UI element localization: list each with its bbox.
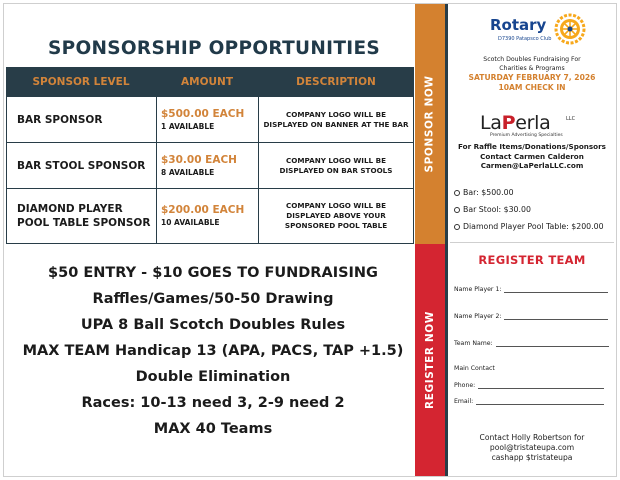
- player2-field[interactable]: Name Player 2:: [454, 312, 608, 320]
- detail-line: MAX 40 Teams: [153, 421, 273, 437]
- amount: $200.00 EACH: [161, 204, 245, 216]
- amount-cell: [156, 189, 258, 243]
- header-amount: AMOUNT: [181, 76, 233, 88]
- table-row: [6, 97, 414, 143]
- sponsor-now-label: SPONSOR NOW: [424, 75, 437, 173]
- email-field[interactable]: Email:: [454, 397, 604, 405]
- radio-icon[interactable]: [454, 224, 460, 230]
- table-header: [6, 67, 414, 97]
- detail-line: MAX TEAM Handicap 13 (APA, PACS, TAP +1.5): [22, 343, 404, 359]
- detail-line: Raffles/Games/50-50 Drawing: [92, 291, 334, 307]
- amount: $30.00 EACH: [161, 153, 237, 166]
- amount-cell: [156, 97, 258, 142]
- description: COMPANY LOGO WILL BE DISPLAYED ON BAR STOOLS: [258, 143, 414, 188]
- sponsor-now-band: [415, 4, 445, 244]
- header-sponsor-level: SPONSOR LEVEL: [32, 76, 130, 88]
- event-checkin: 10AM CHECK IN: [498, 83, 566, 92]
- option-bar[interactable]: Bar: $500.00: [454, 184, 614, 201]
- detail-line: Double Elimination: [135, 369, 291, 385]
- phone-field[interactable]: Phone:: [454, 381, 604, 389]
- event-details: [4, 260, 422, 442]
- event-line: Charities & Programs: [499, 65, 565, 72]
- rotary-club: D7390 Patapsco Club: [498, 36, 552, 42]
- flyer: [3, 3, 617, 477]
- event-line: Scotch Doubles Fundraising For: [483, 56, 581, 63]
- option-bar-stool[interactable]: Bar Stool: $30.00: [454, 201, 614, 218]
- separator: [450, 242, 614, 243]
- rotary-logo: [486, 11, 596, 51]
- laperla-tagline: Premium Advertising Specialties: [490, 133, 563, 138]
- sponsorship-panel: [4, 4, 414, 476]
- rotary-name: Rotary: [490, 16, 547, 34]
- event-info: [448, 55, 616, 93]
- option-pool-table[interactable]: Diamond Player Pool Table: $200.00: [454, 218, 614, 235]
- available: 10 AVAILABLE: [161, 218, 220, 227]
- player1-field[interactable]: Name Player 1:: [454, 285, 608, 293]
- event-date: SATURDAY FEBRUARY 7, 2026: [468, 73, 596, 82]
- sponsor-level: BAR STOOL SPONSOR: [6, 143, 156, 188]
- table-row: [6, 189, 414, 244]
- register-now-label: REGISTER NOW: [424, 311, 437, 409]
- sponsor-level: DIAMOND PLAYER POOL TABLE SPONSOR: [6, 189, 156, 243]
- description: COMPANY LOGO WILL BE DISPLAYED ABOVE YOUR SPONSORED POOL TABLE: [258, 189, 414, 243]
- detail-line: UPA 8 Ball Scotch Doubles Rules: [80, 317, 346, 333]
- raffle-contact: For Raffle Items/Donations/Sponsors Contact Carmen Calderon Carmen@LaPerlaLLC.com: [458, 142, 606, 171]
- page-title: SPONSORSHIP OPPORTUNITIES: [47, 38, 381, 59]
- radio-icon[interactable]: [454, 207, 460, 213]
- main-contact-label: Main Contact: [454, 365, 495, 372]
- detail-line: $50 ENTRY - $10 GOES TO FUNDRAISING: [48, 265, 378, 281]
- sponsor-level: BAR SPONSOR: [6, 97, 156, 142]
- header-description: DESCRIPTION: [296, 76, 376, 88]
- available: 1 AVAILABLE: [161, 121, 215, 131]
- amount: $500.00 EACH: [161, 107, 245, 120]
- register-title: REGISTER TEAM: [478, 253, 586, 267]
- amount-cell: [156, 143, 258, 188]
- radio-icon[interactable]: [454, 190, 460, 196]
- detail-line: Races: 10-13 need 3, 2-9 need 2: [81, 395, 345, 411]
- table-row: [6, 143, 414, 189]
- laperla-llc: LLC: [566, 116, 576, 122]
- footer-contact: Contact Holly Robertson for pool@tristateupa.com cashapp $tristateupa: [479, 433, 585, 462]
- laperla-name: LaPerla: [480, 112, 551, 134]
- description: COMPANY LOGO WILL BE DISPLAYED ON BANNER AT THE BAR: [258, 97, 414, 142]
- sponsor-table: [6, 67, 414, 244]
- sponsor-options: [454, 184, 614, 235]
- rotary-wheel-icon: [554, 13, 586, 45]
- team-name-field[interactable]: Team Name:: [454, 339, 609, 347]
- form-panel: [448, 4, 616, 476]
- laperla-logo: [480, 112, 590, 140]
- available: 8 AVAILABLE: [161, 167, 215, 177]
- register-now-band: [415, 244, 445, 476]
